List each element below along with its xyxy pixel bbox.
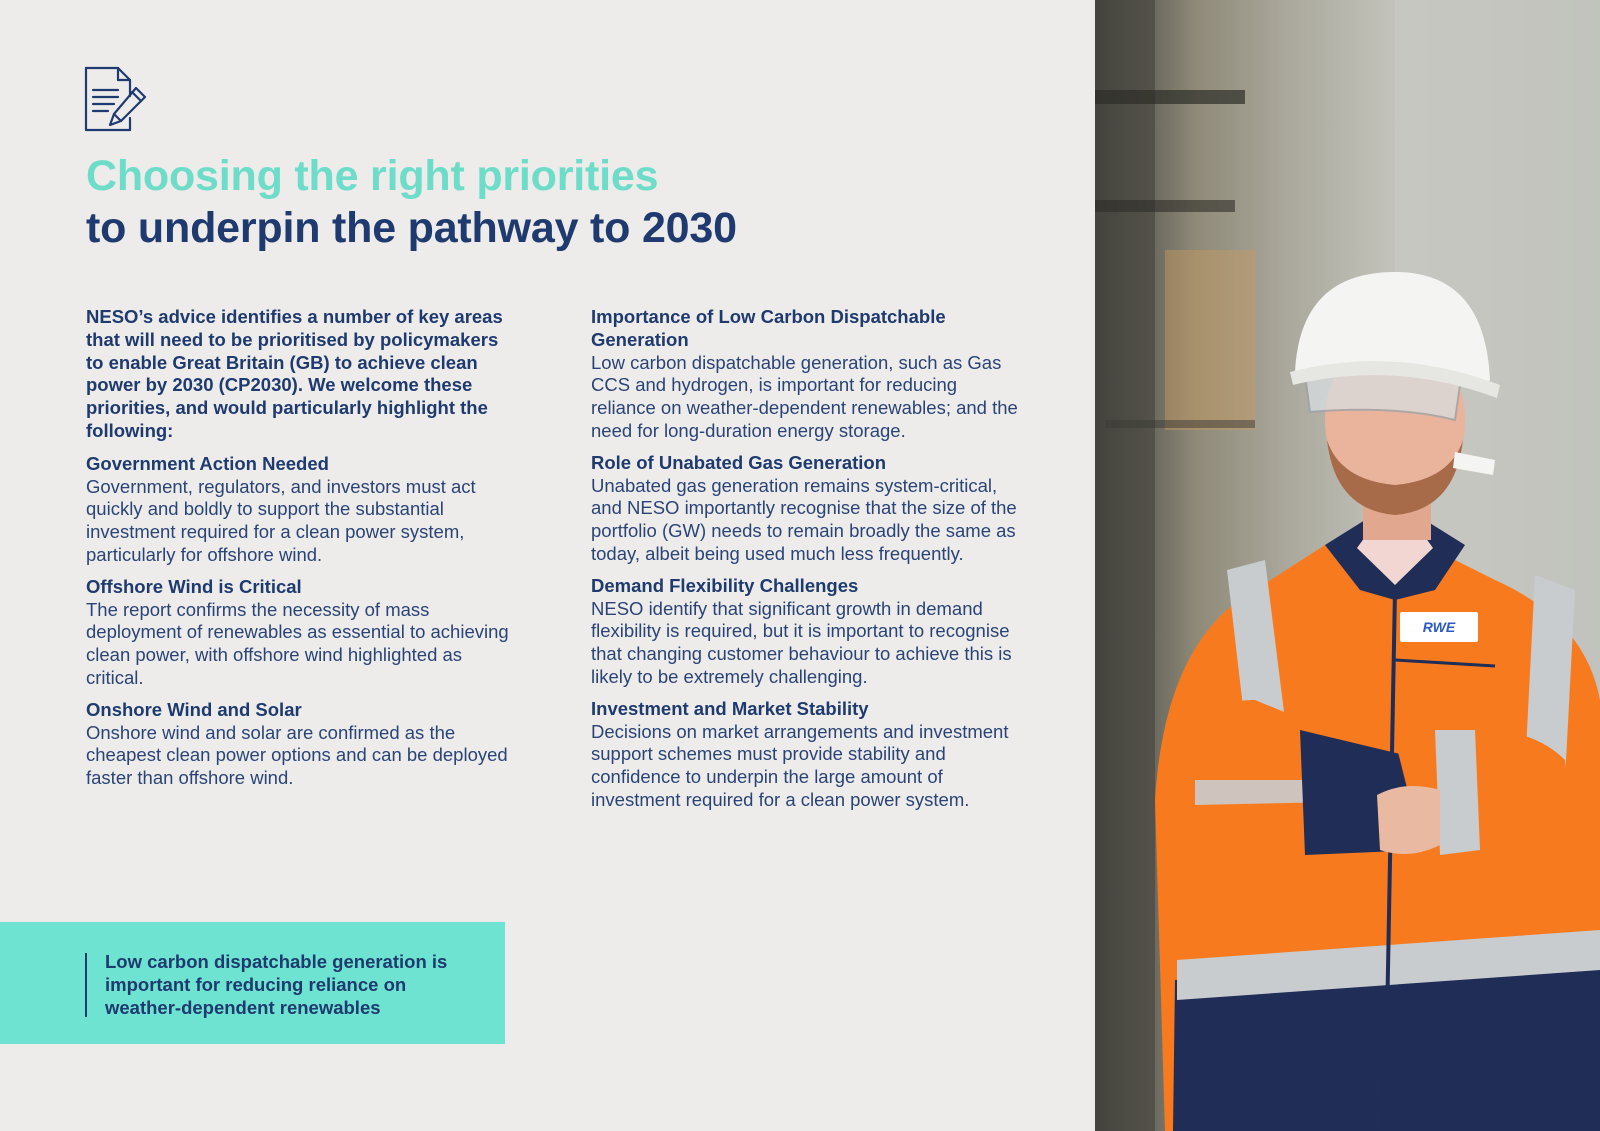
- section-heading: Role of Unabated Gas Generation: [591, 451, 887, 473]
- pull-quote-text: Low carbon dispatchable generation is important for reducing reliance on weather-dependent renewables: [105, 951, 448, 1018]
- page-title: [86, 150, 737, 254]
- section-government-action: [86, 453, 516, 567]
- section-heading: Offshore Wind is Critical: [86, 575, 302, 597]
- section-offshore-wind: [86, 576, 516, 690]
- section-body: Unabated gas generation remains system-critical, and NESO importantly recognise that the size of the portfolio (GW) needs to remain broadly the same as today, albeit being used much less frequently.: [591, 474, 1017, 564]
- section-body: The report confirms the necessity of mass deployment of renewables as essential to achieving clean power, with offshore wind highlighted as critical.: [86, 598, 509, 688]
- section-heading: Government Action Needed: [86, 452, 329, 474]
- worker-illustration: [1095, 0, 1600, 1131]
- left-column: [86, 306, 516, 799]
- section-heading: Onshore Wind and Solar: [86, 698, 302, 720]
- document-pencil-icon: [84, 66, 148, 132]
- section-unabated-gas: [591, 452, 1021, 566]
- section-heading: Demand Flexibility Challenges: [591, 574, 859, 596]
- intro-paragraph: NESO’s advice identifies a number of key areas that will need to be prioritised by policymakers to enable Great Britain (GB) to achieve clean power by 2030 (CP2030). We welcome these priorities, and would particularly highlight the following:: [86, 306, 503, 441]
- section-body: NESO identify that significant growth in demand flexibility is required, but it is important to recognise that changing customer behaviour to achieve this is likely to be extremely challenging.: [591, 597, 1012, 687]
- section-body: Onshore wind and solar are confirmed as the cheapest clean power options and can be deployed faster than offshore wind.: [86, 721, 508, 789]
- section-onshore-wind-solar: [86, 699, 516, 790]
- section-investment-market-stability: [591, 698, 1021, 812]
- section-low-carbon-dispatchable: [591, 306, 1021, 443]
- pull-quote-bar: [85, 953, 87, 1017]
- section-body: Decisions on market arrangements and investment support schemes must provide stability and confidence to underpin the large amount of investment required for a clean power system.: [591, 720, 1009, 810]
- section-heading: Investment and Market Stability: [591, 697, 869, 719]
- rwe-logo: RWE: [1422, 619, 1456, 635]
- right-column: [591, 306, 1021, 821]
- section-heading: Importance of Low Carbon Dispatchable Generation: [591, 306, 946, 350]
- title-line-1: Choosing the right priorities: [86, 152, 659, 200]
- title-line-2: to underpin the pathway to 2030: [86, 204, 737, 252]
- worker-photo: [1095, 0, 1600, 1131]
- section-demand-flexibility: [591, 575, 1021, 689]
- section-body: Low carbon dispatchable generation, such as Gas CCS and hydrogen, is important for reducing reliance on weather-dependent renewables; and the need for long-duration energy storage.: [591, 351, 1018, 441]
- section-body: Government, regulators, and investors must act quickly and boldly to support the substantial investment required for a clean power system, particularly for offshore wind.: [86, 475, 476, 565]
